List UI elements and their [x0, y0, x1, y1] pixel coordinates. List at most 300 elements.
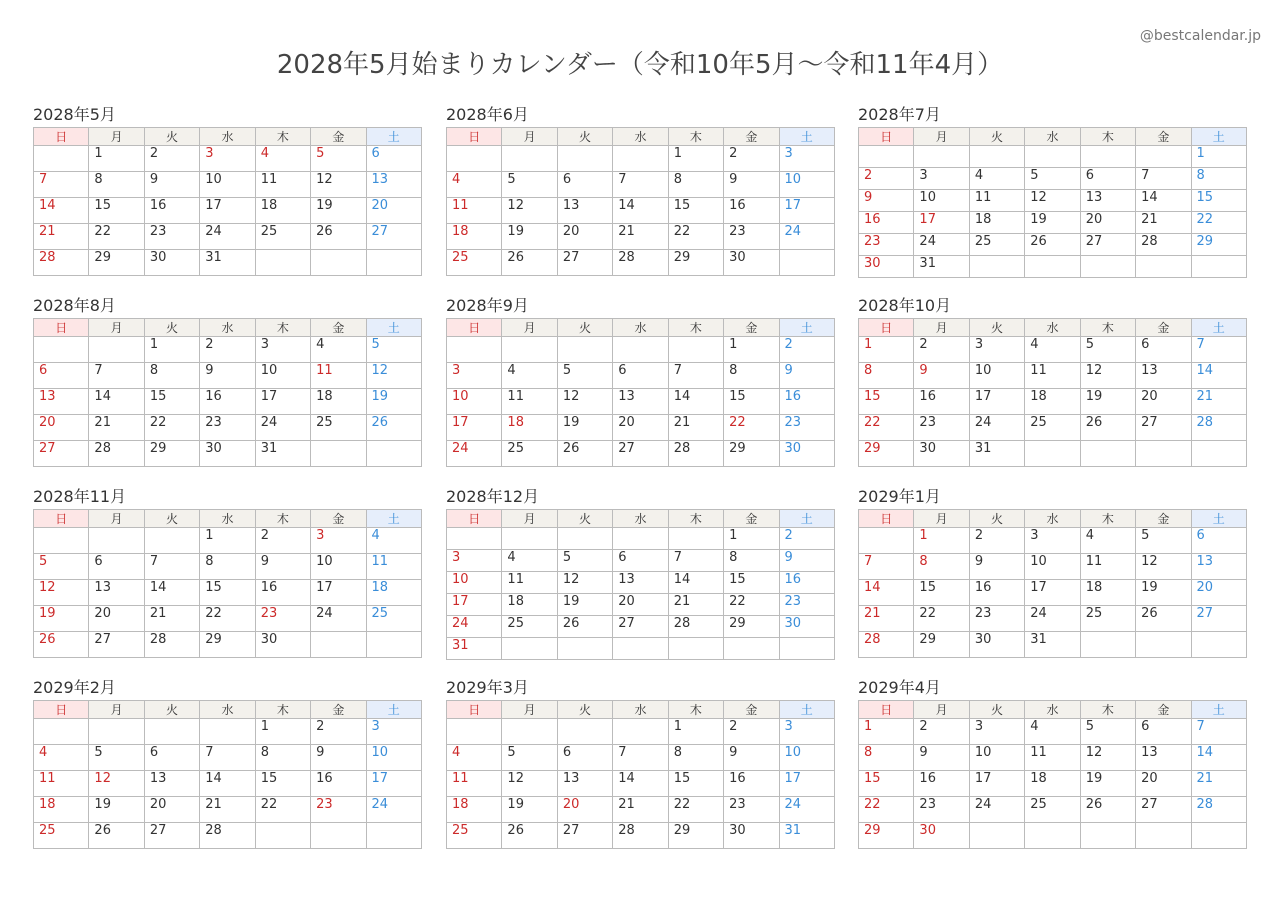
- day-cell: 30: [914, 441, 969, 467]
- weekday-header: 月: [502, 701, 557, 719]
- day-cell: 5: [311, 146, 366, 172]
- day-cell: 18: [1025, 389, 1080, 415]
- weekday-header: 金: [1136, 319, 1191, 337]
- day-cell: 29: [144, 441, 199, 467]
- day-cell: 19: [1080, 771, 1135, 797]
- day-cell: 16: [914, 771, 969, 797]
- day-cell: 4: [34, 745, 89, 771]
- day-cell: 16: [779, 572, 834, 594]
- day-cell: 9: [311, 745, 366, 771]
- empty-cell: [1025, 256, 1080, 278]
- week-row: [34, 771, 422, 797]
- empty-cell: [502, 528, 557, 550]
- day-cell: 25: [366, 606, 421, 632]
- weekday-header: 土: [366, 319, 421, 337]
- weekday-header: 土: [1191, 510, 1246, 528]
- weekday-header: 木: [668, 319, 723, 337]
- day-cell: 6: [1136, 719, 1191, 745]
- day-cell: 17: [447, 415, 502, 441]
- day-cell: 5: [34, 554, 89, 580]
- day-cell: 21: [668, 415, 723, 441]
- month-calendar: [858, 295, 1247, 467]
- day-cell: 4: [447, 745, 502, 771]
- weekday-header: 日: [34, 510, 89, 528]
- day-cell: 28: [613, 823, 668, 849]
- day-cell: 19: [1025, 212, 1080, 234]
- day-cell: 22: [914, 606, 969, 632]
- day-cell: 12: [34, 580, 89, 606]
- day-cell: 16: [724, 771, 779, 797]
- day-cell: 9: [255, 554, 310, 580]
- day-cell: 16: [859, 212, 914, 234]
- day-cell: 30: [724, 250, 779, 276]
- day-cell: 19: [366, 389, 421, 415]
- day-cell: 13: [557, 771, 612, 797]
- day-cell: 17: [366, 771, 421, 797]
- weekday-header: 木: [668, 701, 723, 719]
- day-cell: 9: [969, 554, 1024, 580]
- day-cell: 2: [779, 337, 834, 363]
- month-title: 2028年7月: [858, 105, 941, 124]
- empty-cell: [668, 337, 723, 363]
- day-cell: 10: [969, 745, 1024, 771]
- day-cell: 28: [200, 823, 255, 849]
- day-cell: 19: [89, 797, 144, 823]
- day-cell: 10: [779, 172, 834, 198]
- weekday-header: 日: [34, 701, 89, 719]
- day-cell: 9: [859, 190, 914, 212]
- week-row: [859, 745, 1247, 771]
- day-cell: 23: [255, 606, 310, 632]
- weekday-header: 土: [366, 128, 421, 146]
- day-cell: 14: [200, 771, 255, 797]
- weekday-header: 木: [1080, 701, 1135, 719]
- day-cell: 14: [613, 198, 668, 224]
- weekday-header: 日: [34, 319, 89, 337]
- empty-cell: [668, 528, 723, 550]
- weekday-header: 火: [969, 701, 1024, 719]
- day-cell: 19: [1136, 580, 1191, 606]
- week-row: [447, 745, 835, 771]
- day-cell: 19: [34, 606, 89, 632]
- day-cell: 17: [914, 212, 969, 234]
- day-cell: 21: [613, 224, 668, 250]
- weekday-header: 土: [779, 701, 834, 719]
- month-calendar: [33, 295, 422, 467]
- day-cell: 26: [557, 616, 612, 638]
- weekday-header: 水: [1025, 510, 1080, 528]
- day-cell: 5: [1080, 337, 1135, 363]
- day-cell: 27: [1136, 415, 1191, 441]
- month-title: 2028年8月: [33, 296, 116, 315]
- week-row: [859, 190, 1247, 212]
- day-cell: 4: [366, 528, 421, 554]
- day-cell: 18: [502, 594, 557, 616]
- day-cell: 15: [255, 771, 310, 797]
- day-cell: 23: [914, 415, 969, 441]
- day-cell: 22: [144, 415, 199, 441]
- day-cell: 25: [447, 250, 502, 276]
- week-row: [34, 823, 422, 849]
- day-cell: 3: [779, 146, 834, 172]
- empty-cell: [1080, 441, 1135, 467]
- day-cell: 28: [668, 616, 723, 638]
- day-cell: 10: [914, 190, 969, 212]
- weekday-header: 土: [1191, 701, 1246, 719]
- empty-cell: [1191, 256, 1246, 278]
- week-row: [859, 389, 1247, 415]
- weekday-header: 水: [613, 701, 668, 719]
- day-cell: 3: [779, 719, 834, 745]
- day-cell: 9: [779, 363, 834, 389]
- day-cell: 27: [1191, 606, 1246, 632]
- day-cell: 11: [1025, 745, 1080, 771]
- weekday-header: 土: [779, 128, 834, 146]
- weekday-header: 日: [34, 128, 89, 146]
- day-cell: 3: [255, 337, 310, 363]
- day-cell: 20: [34, 415, 89, 441]
- day-cell: 14: [668, 389, 723, 415]
- month-table: [33, 318, 422, 467]
- week-row: [447, 719, 835, 745]
- day-cell: 17: [779, 198, 834, 224]
- week-row: [859, 771, 1247, 797]
- day-cell: 25: [502, 441, 557, 467]
- day-cell: 12: [366, 363, 421, 389]
- week-row: [859, 212, 1247, 234]
- empty-cell: [1025, 441, 1080, 467]
- weekday-header: 水: [613, 319, 668, 337]
- empty-cell: [34, 719, 89, 745]
- week-row: [859, 337, 1247, 363]
- day-cell: 10: [1025, 554, 1080, 580]
- day-cell: 10: [366, 745, 421, 771]
- weekday-header: 金: [1136, 128, 1191, 146]
- weekday-header: 金: [724, 510, 779, 528]
- day-cell: 17: [447, 594, 502, 616]
- week-row: [859, 363, 1247, 389]
- day-cell: 7: [668, 550, 723, 572]
- day-cell: 27: [613, 441, 668, 467]
- day-cell: 27: [89, 632, 144, 658]
- day-cell: 16: [724, 198, 779, 224]
- empty-cell: [502, 719, 557, 745]
- day-cell: 24: [447, 441, 502, 467]
- day-cell: 25: [1025, 797, 1080, 823]
- empty-cell: [668, 638, 723, 660]
- weekday-header: 木: [1080, 128, 1135, 146]
- empty-cell: [502, 638, 557, 660]
- month-title: 2028年10月: [858, 296, 952, 315]
- day-cell: 14: [1191, 363, 1246, 389]
- month-table: [858, 318, 1247, 467]
- empty-cell: [1191, 441, 1246, 467]
- day-cell: 8: [1191, 168, 1246, 190]
- day-cell: 23: [144, 224, 199, 250]
- day-cell: 26: [34, 632, 89, 658]
- day-cell: 23: [724, 797, 779, 823]
- empty-cell: [613, 337, 668, 363]
- day-cell: 8: [914, 554, 969, 580]
- day-cell: 22: [200, 606, 255, 632]
- day-cell: 18: [447, 797, 502, 823]
- empty-cell: [144, 719, 199, 745]
- day-cell: 19: [311, 198, 366, 224]
- empty-cell: [89, 528, 144, 554]
- weekday-header: 金: [724, 319, 779, 337]
- week-row: [34, 745, 422, 771]
- day-cell: 8: [144, 363, 199, 389]
- day-cell: 24: [1025, 606, 1080, 632]
- week-row: [34, 198, 422, 224]
- day-cell: 21: [34, 224, 89, 250]
- day-cell: 5: [557, 363, 612, 389]
- day-cell: 27: [613, 616, 668, 638]
- day-cell: 26: [366, 415, 421, 441]
- empty-cell: [1025, 146, 1080, 168]
- weekday-header: 月: [89, 128, 144, 146]
- day-cell: 13: [557, 198, 612, 224]
- day-cell: 7: [144, 554, 199, 580]
- week-row: [859, 554, 1247, 580]
- day-cell: 13: [1191, 554, 1246, 580]
- day-cell: 27: [557, 250, 612, 276]
- week-row: [859, 415, 1247, 441]
- weekday-header: 土: [779, 510, 834, 528]
- day-cell: 3: [311, 528, 366, 554]
- empty-cell: [1136, 256, 1191, 278]
- empty-cell: [447, 719, 502, 745]
- weekday-header: 水: [1025, 128, 1080, 146]
- weekday-header: 月: [502, 319, 557, 337]
- weekday-header: 水: [200, 510, 255, 528]
- empty-cell: [255, 823, 310, 849]
- day-cell: 8: [200, 554, 255, 580]
- weekday-header: 日: [859, 319, 914, 337]
- day-cell: 9: [724, 745, 779, 771]
- day-cell: 10: [255, 363, 310, 389]
- empty-cell: [502, 337, 557, 363]
- day-cell: 20: [613, 415, 668, 441]
- day-cell: 2: [200, 337, 255, 363]
- day-cell: 20: [557, 224, 612, 250]
- weekday-header: 火: [969, 319, 1024, 337]
- weekday-header: 火: [144, 319, 199, 337]
- day-cell: 2: [914, 337, 969, 363]
- day-cell: 12: [1080, 745, 1135, 771]
- week-row: [34, 250, 422, 276]
- day-cell: 3: [366, 719, 421, 745]
- day-cell: 1: [144, 337, 199, 363]
- week-row: [859, 797, 1247, 823]
- day-cell: 24: [914, 234, 969, 256]
- week-row: [859, 528, 1247, 554]
- empty-cell: [1136, 823, 1191, 849]
- day-cell: 5: [366, 337, 421, 363]
- day-cell: 19: [557, 415, 612, 441]
- day-cell: 2: [969, 528, 1024, 554]
- day-cell: 18: [502, 415, 557, 441]
- day-cell: 15: [200, 580, 255, 606]
- month-table: [33, 700, 422, 849]
- week-row: [447, 198, 835, 224]
- day-cell: 4: [311, 337, 366, 363]
- day-cell: 24: [779, 224, 834, 250]
- day-cell: 5: [1136, 528, 1191, 554]
- day-cell: 17: [969, 389, 1024, 415]
- day-cell: 2: [724, 719, 779, 745]
- week-row: [34, 363, 422, 389]
- day-cell: 14: [34, 198, 89, 224]
- empty-cell: [557, 337, 612, 363]
- empty-cell: [366, 823, 421, 849]
- day-cell: 11: [34, 771, 89, 797]
- empty-cell: [89, 337, 144, 363]
- day-cell: 13: [1080, 190, 1135, 212]
- day-cell: 6: [89, 554, 144, 580]
- month-calendar: [858, 677, 1247, 849]
- empty-cell: [366, 632, 421, 658]
- day-cell: 16: [255, 580, 310, 606]
- week-row: [34, 797, 422, 823]
- day-cell: 30: [859, 256, 914, 278]
- week-row: [34, 415, 422, 441]
- week-row: [34, 580, 422, 606]
- week-row: [447, 771, 835, 797]
- day-cell: 11: [447, 771, 502, 797]
- empty-cell: [859, 528, 914, 554]
- weekday-header: 水: [200, 701, 255, 719]
- day-cell: 15: [859, 389, 914, 415]
- day-cell: 19: [502, 224, 557, 250]
- weekday-header: 月: [914, 510, 969, 528]
- week-row: [34, 224, 422, 250]
- day-cell: 29: [89, 250, 144, 276]
- week-row: [447, 528, 835, 550]
- week-row: [34, 632, 422, 658]
- empty-cell: [914, 146, 969, 168]
- day-cell: 12: [1136, 554, 1191, 580]
- day-cell: 26: [1080, 415, 1135, 441]
- day-cell: 20: [366, 198, 421, 224]
- day-cell: 7: [613, 172, 668, 198]
- month-table: [446, 509, 835, 660]
- day-cell: 15: [724, 572, 779, 594]
- month-table: [858, 127, 1247, 278]
- day-cell: 18: [447, 224, 502, 250]
- day-cell: 17: [779, 771, 834, 797]
- weekday-header: 木: [1080, 319, 1135, 337]
- day-cell: 8: [89, 172, 144, 198]
- weekday-header: 日: [447, 319, 502, 337]
- day-cell: 28: [613, 250, 668, 276]
- empty-cell: [1080, 632, 1135, 658]
- empty-cell: [613, 638, 668, 660]
- day-cell: 13: [613, 389, 668, 415]
- week-row: [447, 638, 835, 660]
- month-title: 2029年3月: [446, 678, 529, 697]
- day-cell: 25: [311, 415, 366, 441]
- day-cell: 2: [724, 146, 779, 172]
- day-cell: 4: [255, 146, 310, 172]
- empty-cell: [1191, 823, 1246, 849]
- day-cell: 14: [144, 580, 199, 606]
- day-cell: 11: [1025, 363, 1080, 389]
- day-cell: 4: [969, 168, 1024, 190]
- day-cell: 21: [613, 797, 668, 823]
- day-cell: 1: [89, 146, 144, 172]
- day-cell: 16: [200, 389, 255, 415]
- day-cell: 3: [969, 719, 1024, 745]
- empty-cell: [613, 528, 668, 550]
- day-cell: 27: [1080, 234, 1135, 256]
- day-cell: 1: [859, 337, 914, 363]
- weekday-header: 土: [1191, 128, 1246, 146]
- day-cell: 10: [447, 572, 502, 594]
- page-title: 2028年5月始まりカレンダー（令和10年5月〜令和11年4月）: [276, 50, 1004, 80]
- day-cell: 31: [447, 638, 502, 660]
- day-cell: 20: [1136, 389, 1191, 415]
- day-cell: 7: [200, 745, 255, 771]
- empty-cell: [557, 528, 612, 550]
- weekday-header: 月: [89, 510, 144, 528]
- weekday-header: 日: [447, 128, 502, 146]
- empty-cell: [1136, 632, 1191, 658]
- week-row: [447, 337, 835, 363]
- day-cell: 20: [1191, 580, 1246, 606]
- day-cell: 3: [1025, 528, 1080, 554]
- week-row: [34, 389, 422, 415]
- week-row: [34, 441, 422, 467]
- day-cell: 27: [366, 224, 421, 250]
- day-cell: 25: [1080, 606, 1135, 632]
- empty-cell: [311, 250, 366, 276]
- weekday-header: 日: [859, 128, 914, 146]
- day-cell: 21: [1136, 212, 1191, 234]
- day-cell: 28: [1136, 234, 1191, 256]
- day-cell: 10: [200, 172, 255, 198]
- weekday-header: 金: [311, 510, 366, 528]
- day-cell: 4: [1025, 337, 1080, 363]
- weekday-header: 火: [969, 510, 1024, 528]
- month-calendar: [33, 677, 422, 849]
- weekday-header: 木: [255, 319, 310, 337]
- day-cell: 26: [311, 224, 366, 250]
- day-cell: 24: [366, 797, 421, 823]
- weekday-header: 月: [914, 319, 969, 337]
- week-row: [34, 172, 422, 198]
- day-cell: 28: [1191, 797, 1246, 823]
- day-cell: 29: [859, 823, 914, 849]
- day-cell: 19: [557, 594, 612, 616]
- day-cell: 13: [613, 572, 668, 594]
- weekday-header: 水: [613, 128, 668, 146]
- day-cell: 4: [1025, 719, 1080, 745]
- day-cell: 24: [969, 415, 1024, 441]
- week-row: [447, 550, 835, 572]
- weekday-header: 木: [668, 510, 723, 528]
- day-cell: 13: [34, 389, 89, 415]
- day-cell: 15: [89, 198, 144, 224]
- empty-cell: [89, 719, 144, 745]
- weekday-header: 日: [859, 510, 914, 528]
- day-cell: 10: [969, 363, 1024, 389]
- day-cell: 1: [200, 528, 255, 554]
- month-table: [446, 318, 835, 467]
- day-cell: 12: [502, 771, 557, 797]
- weekday-header: 水: [1025, 701, 1080, 719]
- weekday-header: 金: [1136, 510, 1191, 528]
